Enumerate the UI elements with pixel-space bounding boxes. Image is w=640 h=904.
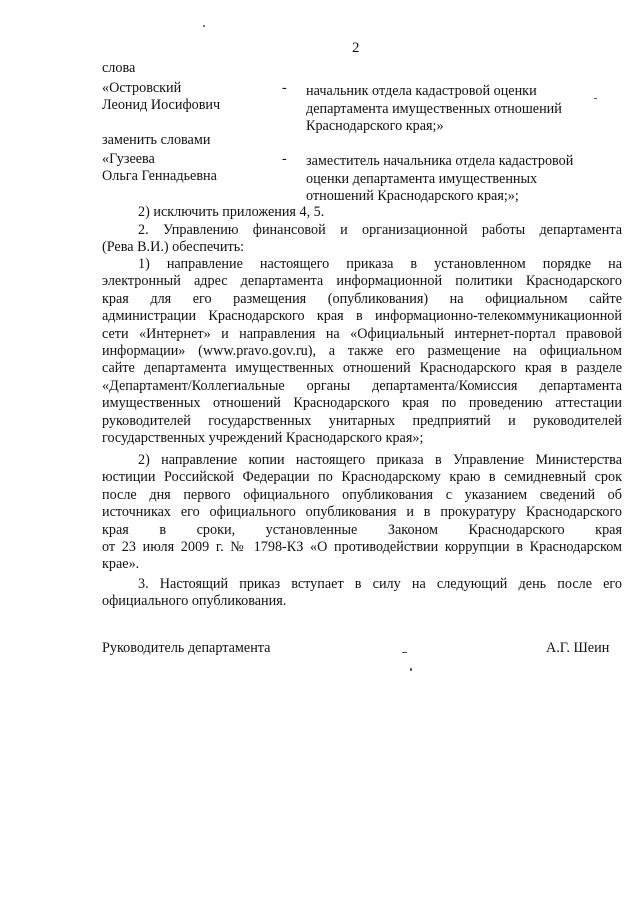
paragraph-2-2-line: после дня первого официального опубликования с указанием сведений об	[102, 486, 622, 503]
paragraph-2-1-line: государственных учреждений Краснодарского края»;	[102, 430, 424, 447]
paragraph-2-1-line: электронный адрес департамента информационной политики Краснодарского	[102, 273, 622, 290]
paragraph-2-1-line: администрации Краснодарского края в информационно-телекоммуникационной	[102, 308, 622, 325]
old-name-line1: «Островский	[102, 80, 182, 96]
paragraph-2-2-line: 2) направление копии настоящего приказа в Управление Министерства	[138, 452, 622, 468]
dash: -	[282, 151, 287, 167]
scan-speck	[594, 98, 597, 99]
old-post-line2: департамента имущественных отношений	[306, 101, 562, 117]
paragraph-3-line: официального опубликования.	[102, 593, 287, 610]
paragraph-2-1-line: «Департамент/Коллегиальные органы департамента/Комиссия департамента	[102, 377, 622, 394]
paragraph-3	[102, 576, 622, 611]
new-post-line2: оценки департамента имущественных	[306, 171, 538, 187]
paragraph-2	[102, 222, 622, 257]
new-name-line1: «Гузеева	[102, 151, 155, 167]
paragraph-2-2	[102, 452, 622, 574]
paragraph-2-2-line: источниках его официального опубликования и в прокуратуру Краснодарского	[102, 504, 622, 521]
paragraph-2-2-line: юстиции Российской Федерации по Краснодарскому краю в семидневный срок	[102, 469, 622, 486]
old-post-line3: Краснодарского края;»	[306, 118, 444, 134]
old-post-line1: начальник отдела кадастровой оценки	[306, 83, 537, 99]
signature-position: Руководитель департамента	[102, 640, 271, 656]
scan-speck	[410, 668, 412, 671]
paragraph-2-2-line: от 23 июля 2009 г. № 1798-КЗ «О противодействии коррупции в Краснодарском	[102, 539, 622, 556]
page-number: 2	[352, 40, 360, 56]
paragraph-2-1-line: края для его размещения (опубликования) на официальном сайте	[102, 290, 622, 307]
paragraph-2-line2: (Рева В.И.) обеспечить:	[102, 239, 245, 256]
new-name-line2: Ольга Геннадьевна	[102, 168, 217, 184]
new-post-line3: отношений Краснодарского края;»;	[306, 188, 519, 204]
paragraph-2-1-line: сайте департамента имущественных отношений Краснодарского края в разделе	[102, 360, 622, 377]
new-post-line1: заместитель начальника отдела кадастровой	[306, 153, 574, 169]
paragraph-2-1-line: информации» (www.pravo.gov.ru), а также его размещение на официальном	[102, 343, 622, 360]
paragraph-2-2-line: крае».	[102, 556, 140, 573]
paragraph-3-line: 3. Настоящий приказ вступает в силу на следующий день после его	[138, 576, 622, 592]
old-name-line2: Леонид Иосифович	[102, 97, 221, 113]
paragraph-2-line1: 2. Управлению финансовой и организационной работы департамента	[138, 222, 622, 238]
paragraph-2-1-line: руководителей государственных унитарных предприятий и руководителей	[102, 412, 622, 429]
paragraph-2-1-line: имущественных отношений Краснодарского края по проведению аттестации	[102, 395, 622, 412]
paragraph-2-2-line: края в сроки, установленные Законом Краснодарского края	[102, 521, 622, 538]
scan-speck	[402, 652, 407, 653]
paragraph-2-1	[102, 256, 622, 447]
label-replace: заменить словами	[102, 132, 211, 148]
signature-name: А.Г. Шеин	[546, 640, 610, 656]
paragraph-2-1-line: сети «Интернет» и направления на «Официальный интернет-портал правовой	[102, 325, 622, 342]
dash: -	[282, 80, 287, 96]
paragraph-2-1-line: 1) направление настоящего приказа в установленном порядке на	[138, 256, 622, 272]
item-exclude-appendices: 2) исключить приложения 4, 5.	[138, 204, 325, 220]
label-words: слова	[102, 60, 136, 76]
scan-speck	[203, 25, 205, 27]
